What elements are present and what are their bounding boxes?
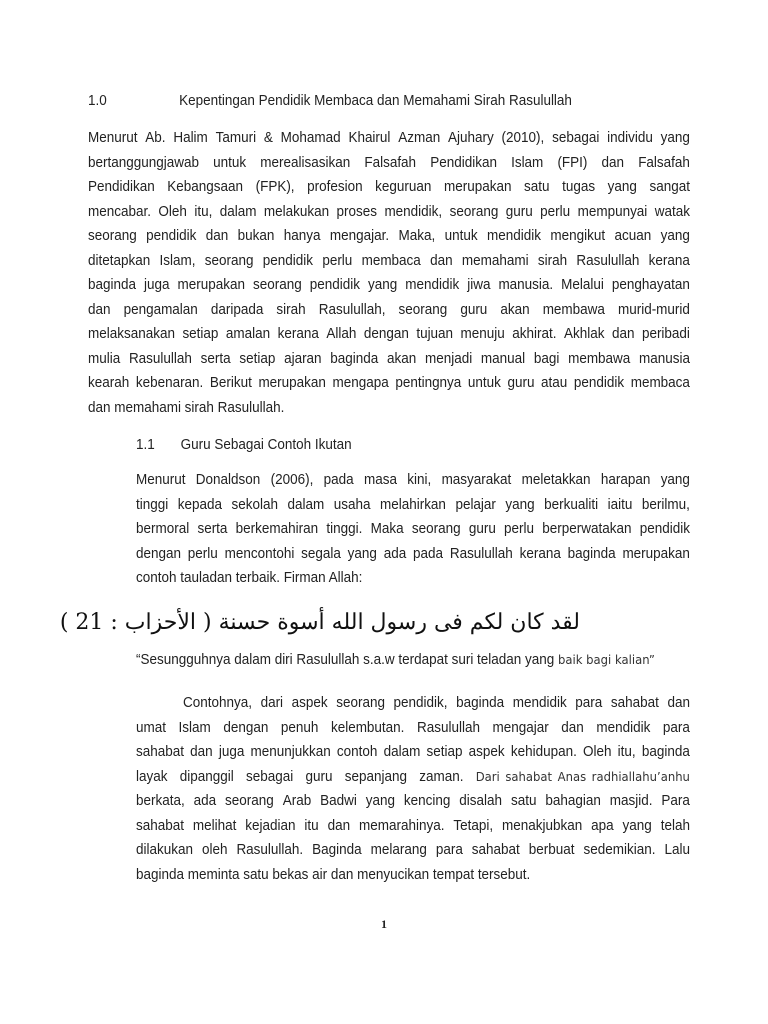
text-line: tinggi kepada sekolah dalam usaha melahirkan pelajar yang berkualiti iaitu berilmu, <box>136 496 690 513</box>
text-line: sahabat melihat kejadian itu dan memarahinya. Tetapi, menakjubkan apa yang telah <box>136 817 690 834</box>
text-line: layak dipanggil sebagai guru sepanjang zaman. Dari sahabat Anas radhiallahu’anhu <box>136 768 690 785</box>
text-line: ditetapkan Islam, seorang pendidik perlu membaca dan memahami sirah Rasulullah kerana <box>88 252 690 269</box>
text-line: berkata, ada seorang Arab Badwi yang kencing disalah satu bahagian masjid. Para <box>136 793 690 809</box>
text-line: seorang pendidik dan bukan hanya mengajar. Maka, untuk mendidik mengikut acuan yang <box>88 228 690 244</box>
text-line: dan pengamalan daripada sirah Rasulullah, seorang guru akan membawa murid-murid <box>88 301 690 318</box>
subsection-heading <box>136 436 352 454</box>
text-line: contoh tauladan terbaik. Firman Allah: <box>136 570 363 586</box>
translation-tail: baik bagi kalian” <box>554 652 655 667</box>
text-line: dan memahami sirah Rasulullah. <box>88 399 285 416</box>
page-number: 1 <box>381 917 387 931</box>
subsection-number: 1.1 <box>136 437 155 453</box>
section-number: 1.0 <box>88 93 107 109</box>
verse-translation <box>136 651 655 669</box>
text-line: baginda juga merupakan seorang pendidik yang mendidik jiwa manusia. Melalui penghayatan <box>88 277 690 293</box>
text-line: Pendidikan Kebangsaan (FPK), profesion keguruan merupakan satu tugas yang sangat <box>88 179 690 195</box>
text-line: kearah kebenaran. Berikut merupakan mengapa pentingnya untuk guru atau pendidik membaca <box>88 375 690 391</box>
text-line: dilakukan oleh Rasulullah. Baginda melarang para sahabat berbuat sedemikian. Lalu <box>136 842 690 858</box>
text-line: Menurut Donaldson (2006), pada masa kini, masyarakat meletakkan harapan yang <box>136 472 690 488</box>
text-line: Contohnya, dari aspek seorang pendidik, baginda mendidik para sahabat dan <box>183 695 690 711</box>
text-line: mulia Rasulullah serta setiap ajaran baginda akan menjadi manual bagi membawa manusia <box>88 350 690 367</box>
text-line: bermoral serta berkemahiran tinggi. Maka seorang guru perlu berperwatakan pendidik <box>136 521 690 537</box>
translation-main: “Sesungguhnya dalam diri Rasulullah s.a.w terdapat suri teladan yang <box>136 652 555 668</box>
text-line: sahabat dan juga menunjukkan contoh dalam setiap aspek kehidupan. Oleh itu, baginda <box>136 744 690 760</box>
text-line: mencabar. Oleh itu, dalam melakukan proses mendidik, seorang guru perlu mempunyai watak <box>88 203 690 220</box>
text-line: umat Islam dengan penuh kelembutan. Rasulullah mengajar dan mendidik para <box>136 719 690 736</box>
text-line: bertanggungjawab untuk merealisasikan Falsafah Pendidikan Islam (FPI) dan Falsafah <box>88 154 690 171</box>
text-line: dengan perlu mencontohi segala yang ada pada Rasulullah kerana baginda merupakan <box>136 545 690 562</box>
section-title: Kepentingan Pendidik Membaca dan Memahami Sirah Rasulullah <box>179 93 572 109</box>
text-line: baginda meminta satu bekas air dan menyucikan tempat tersebut. <box>136 866 531 883</box>
text-line: melaksanakan setiap amalan kerana Allah dengan tujuan menuju akhirat. Akhlak dan peribadi <box>88 326 690 342</box>
inline-citation: Dari sahabat Anas radhiallahu’anhu <box>475 768 690 784</box>
quran-verse: لقد كان لكم فى رسول الله أسوة حسنة ( الأحزاب : 21 ) <box>59 610 580 635</box>
text-line: Menurut Ab. Halim Tamuri & Mohamad Khairul Azman Ajuhary (2010), sebagai individu yang <box>88 130 690 146</box>
section-heading <box>88 92 572 110</box>
subsection-title: Guru Sebagai Contoh Ikutan <box>180 437 352 453</box>
